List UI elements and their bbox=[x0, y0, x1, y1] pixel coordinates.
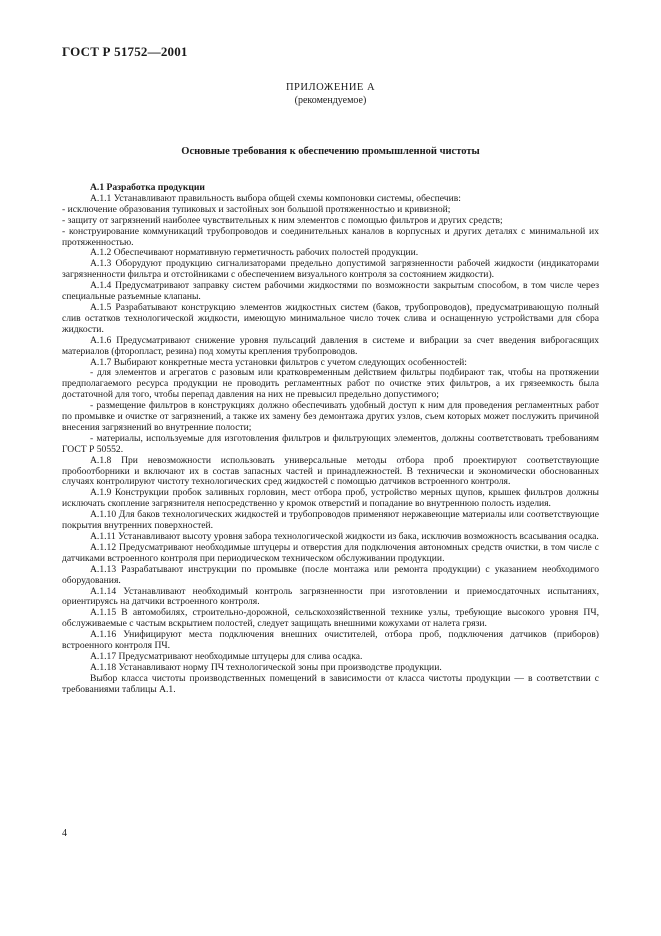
main-title: Основные требования к обеспечению промышленной чистоты bbox=[181, 146, 480, 157]
page-number: 4 bbox=[62, 828, 67, 839]
paragraph: А.1.11 Устанавливают высоту уровня забора технологической жидкости из бака, исключив возможность всасывания осадка. bbox=[90, 531, 599, 542]
paragraph: - для элементов и агрегатов с разовым или кратковременным действием фильтры подбирают так, чтобы на протяжении предполагаемого ресурса продукции не проводить регламентных работ по очистке этих фильтров, а их грязеемкость была достаточной для того, чтобы перепад давления на них не превысил предельно допустимого; bbox=[62, 367, 599, 401]
paragraph: А.1.17 Предусматривают необходимые штуцеры для слива осадка. bbox=[90, 650, 363, 662]
paragraph: А.1.7 Выбирают конкретные места установки фильтров с учетом следующих особенностей: bbox=[90, 356, 467, 368]
body-text bbox=[62, 183, 599, 696]
paragraph: А.1.1 Устанавливают правильность выбора общей схемы компоновки системы, обеспечив: bbox=[90, 192, 461, 204]
paragraph: А.1.2 Обеспечивают нормативную герметичность рабочих полостей продукции. bbox=[90, 247, 419, 259]
document-header: ГОСТ Р 51752—2001 bbox=[62, 44, 188, 59]
paragraph: А.1.5 Разрабатывают конструкцию элементов жидкостных систем (баков, трубопроводов), предусматривающую полный слив остатков технологической жидкости, имеющую минимальное число точек слива и оснащенную устройствами для сбора жидкости. bbox=[62, 301, 599, 335]
paragraph: А.1.18 Устанавливают норму ПЧ технологической зоны при производстве продукции. bbox=[90, 661, 442, 673]
paragraph: А.1.6 Предусматривают снижение уровня пульсаций давления в системе и вибрации за счет введения виброгасящих материалов (фторопласт, резина) под хомуты крепления трубопроводов. bbox=[62, 334, 599, 357]
paragraph: А.1.3 Оборудуют продукцию сигнализаторами предельно допустимой загрязненности рабочей жидкости (индикаторами загрязненности фильтра и отстойниками с обеспечением визуального контроля за состоянием жидкости). bbox=[62, 258, 599, 281]
paragraph: А.1.13 Разрабатывают инструкции по промывке (после монтажа или ремонта продукции) с указанием необходимого оборудования. bbox=[62, 563, 599, 586]
paragraph: А.1.8 При невозможности использовать универсальные методы отбора проб проектируют соответствующие пробоотборники и включают их в состав запасных частей и принадлежностей. В технически и экономически обоснованных случаях контролируют чистоту технологических сред жидкостей с помощью датчиков встроенного контроля. bbox=[62, 454, 599, 488]
paragraph: А.1.15 В автомобилях, строительно-дорожной, сельскохозяйственной технике узлы, требующие высокого уровня ПЧ, обслуживаемые с частым вскрытием полостей, следует защищать внешними кожухами от налета грязи. bbox=[62, 607, 599, 630]
paragraph: - исключение образования тупиковых и застойных зон большой протяженностью и кривизной; bbox=[62, 203, 451, 215]
paragraph: - размещение фильтров в конструкциях должно обеспечивать удобный доступ к ним для проведения регламентных работ по промывке и очистке от загрязнений, а также их замену без демонтажа других узлов, съем которых может послужить причиной внесения загрязнений во внутренние полости; bbox=[62, 400, 599, 433]
section-heading: А.1 Разработка продукции bbox=[90, 182, 205, 193]
paragraph: А.1.14 Устанавливают необходимый контроль загрязненности при изготовлении и приемосдаточных испытаниях, ориентируясь на датчики встроенного контроля. bbox=[62, 585, 599, 608]
paragraph: - конструирование коммуникаций трубопроводов и соединительных каналов в корпусных и других деталях с минимальной их протяженностью. bbox=[62, 225, 599, 248]
paragraph: Выбор класса чистоты производственных помещений в зависимости от класса чистоты продукции — в соответствии с требованиями таблицы А.1. bbox=[62, 672, 599, 695]
paragraph: А.1.12 Предусматривают необходимые штуцеры и отверстия для подключения автономных средств очистки, в том числе с датчиками встроенного контроля при периодическом техническом обслуживании продукции. bbox=[62, 541, 599, 564]
paragraph: А.1.10 Для баков технологических жидкостей и трубопроводов применяют нержавеющие материалы или соответствующие покрытия внутренних поверхностей. bbox=[62, 509, 599, 532]
paragraph: А.1.9 Конструкции пробок заливных горловин, мест отбора проб, устройство мерных щупов, крышек фильтров должны исключать скопление загрязнителя непосредственно у кромок отверстий и попадание во внутреннюю полость изделия. bbox=[62, 487, 599, 510]
appendix-title: ПРИЛОЖЕНИЕ А bbox=[285, 82, 376, 93]
appendix-subtitle: (рекомендуемое) bbox=[294, 95, 367, 106]
paragraph: А.1.16 Унифицируют места подключения внешних очистителей, отбора проб, подключения датчиков (приборов) встроенного контроля ПЧ. bbox=[62, 629, 599, 652]
paragraph: А.1.4 Предусматривают заправку систем рабочими жидкостями по возможности закрытым способом, в том числе через специальные разъемные клапаны. bbox=[62, 280, 599, 303]
paragraph: - материалы, используемые для изготовления фильтров и фильтрующих элементов, должны соответствовать требованиям ГОСТ Р 50552. bbox=[62, 432, 599, 455]
paragraph: - защиту от загрязнений наиболее чувствительных к ним элементов с помощью фильтров и других средств; bbox=[62, 214, 503, 226]
